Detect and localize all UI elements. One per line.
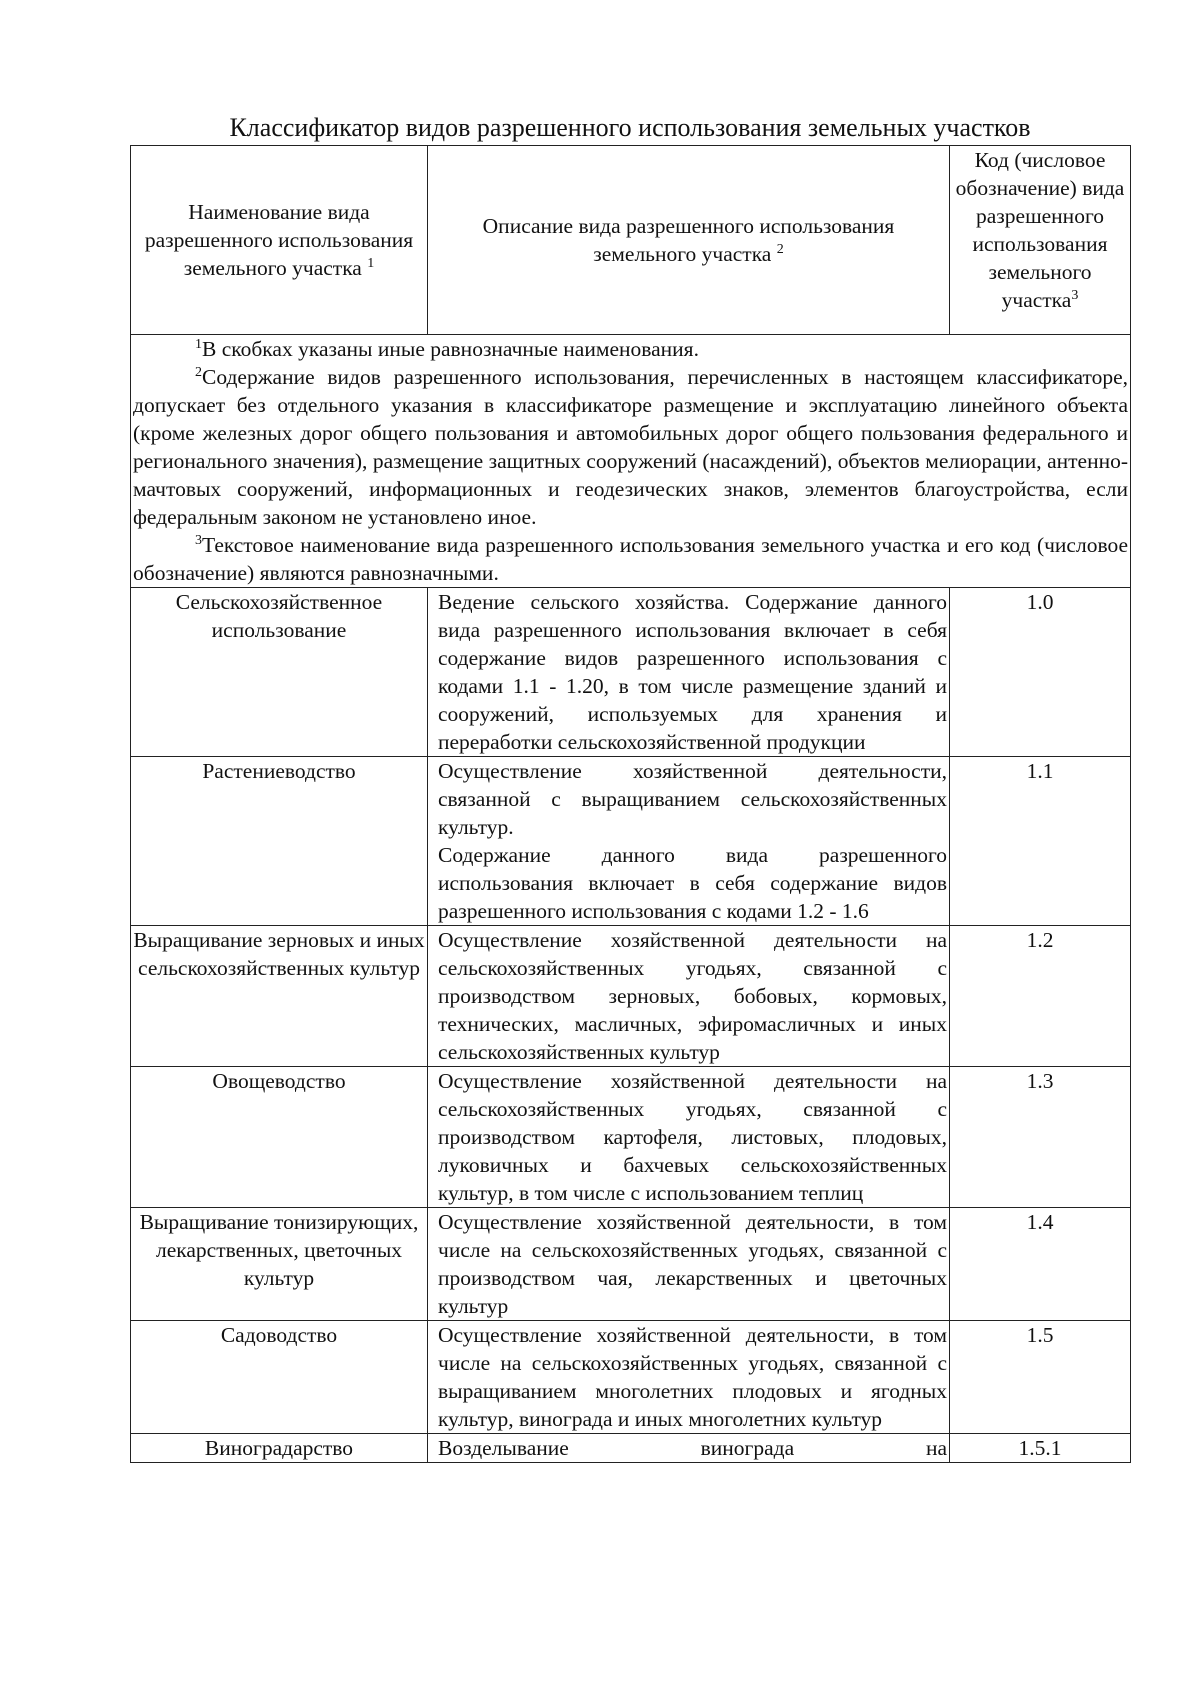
footnote-1-text: В скобках указаны иные равнозначные наименования.	[202, 337, 699, 361]
row-code: 1.5	[1026, 1323, 1054, 1347]
row-description-cell	[428, 1321, 950, 1434]
row-code-cell	[950, 588, 1131, 757]
header-name-footnote-mark: 1	[367, 255, 375, 271]
classifier-table	[130, 145, 1131, 1463]
row-description-cell	[428, 1067, 950, 1208]
row-description-cell	[428, 588, 950, 757]
table-row	[131, 1321, 1131, 1434]
footnotes-row	[131, 335, 1131, 588]
row-code: 1.5.1	[1018, 1436, 1062, 1460]
row-code: 1.2	[1026, 928, 1054, 952]
table-row	[131, 588, 1131, 757]
row-name-cell	[131, 926, 428, 1067]
row-description: Осуществление хозяйственной деятельности на сельскохозяйственных угодьях, связанной с производством зерновых, бобовых, кормовых, технических, масличных, эфиромасличных и иных сельскохозяйственных культур	[438, 928, 947, 1064]
row-code: 1.3	[1026, 1069, 1054, 1093]
header-description-text: Описание вида разрешенного использования земельного участка	[482, 214, 895, 266]
document-title: Классификатор видов разрешенного использования земельных участков	[229, 113, 1031, 142]
row-code: 1.4	[1026, 1210, 1054, 1234]
table-row	[131, 757, 1131, 926]
row-name-cell	[131, 588, 428, 757]
row-name: Овощеводство	[212, 1069, 346, 1093]
row-name: Виноградарство	[204, 1436, 354, 1460]
header-code-footnote-mark: 3	[1071, 287, 1079, 303]
footnote-3-mark: 3	[195, 532, 202, 548]
row-name-cell	[131, 1434, 428, 1463]
footnote-2-text: Содержание видов разрешенного использования, перечисленных в настоящем классификаторе, допускает без отдельного указания в классификаторе размещение и эксплуатацию линейного объекта (кроме железных дорог общего пользования и автомобильных дорог общего пользования федерального и регионального значения), размещение защитных сооружений (насаждений), объектов мелиорации, антенно-мачтовых сооружений, информационных и геодезических знаков, элементов благоустройства, если федеральным законом не установлено иное.	[133, 365, 1128, 529]
table-row	[131, 926, 1131, 1067]
footnote-1-mark: 1	[195, 336, 202, 352]
row-name: Растениеводство	[202, 759, 356, 783]
footnote-1	[133, 335, 1128, 363]
row-name: Сельскохозяйственное использование	[175, 590, 383, 642]
header-description-footnote-mark: 2	[776, 241, 784, 257]
row-description-continued: Содержание данного вида разрешенного использования включает в себя содержание видов разрешенного использования с кодами 1.2 - 1.6	[438, 843, 947, 923]
row-code-cell	[950, 926, 1131, 1067]
row-code: 1.0	[1026, 590, 1054, 614]
row-name-cell	[131, 1208, 428, 1321]
table-row	[131, 1067, 1131, 1208]
row-code-cell	[950, 1067, 1131, 1208]
table-row	[131, 1208, 1131, 1321]
row-name-cell	[131, 1067, 428, 1208]
row-code-cell	[950, 1434, 1131, 1463]
row-description: Возделывание винограда на	[438, 1436, 947, 1460]
row-name-cell	[131, 757, 428, 926]
row-code: 1.1	[1026, 759, 1054, 783]
row-description: Осуществление хозяйственной деятельности, в том числе на сельскохозяйственных угодьях, связанной с производством чая, лекарственных и цветочных культур	[438, 1210, 947, 1318]
footnote-2	[133, 363, 1128, 531]
row-name: Садоводство	[220, 1323, 338, 1347]
row-description-cell	[428, 757, 950, 926]
footnote-3	[133, 531, 1128, 587]
header-description-cell	[428, 146, 950, 335]
table-header-row	[131, 146, 1131, 335]
row-description: Ведение сельского хозяйства. Содержание данного вида разрешенного использования включает в себя содержание видов разрешенного использования с кодами 1.1 - 1.20, в том числе размещение зданий и сооружений, используемых для хранения и переработки сельскохозяйственной продукции	[438, 590, 947, 754]
header-name-text: Наименование вида разрешенного использования земельного участка	[144, 200, 414, 280]
row-code-cell	[950, 1321, 1131, 1434]
footnote-3-text: Текстовое наименование вида разрешенного использования земельного участка и его код (числовое обозначение) являются равнозначными.	[133, 533, 1128, 585]
row-description: Осуществление хозяйственной деятельности, связанной с выращиванием сельскохозяйственных культур.	[438, 759, 947, 839]
header-code-text: Код (числовое обозначение) вида разрешенного использования земельного участка	[955, 148, 1125, 312]
footnote-2-mark: 2	[195, 364, 202, 380]
row-description-cell	[428, 1434, 950, 1463]
row-code-cell	[950, 1208, 1131, 1321]
row-description: Осуществление хозяйственной деятельности на сельскохозяйственных угодьях, связанной с производством картофеля, листовых, плодовых, луковичных и бахчевых сельскохозяйственных культур, в том числе с использованием теплиц	[438, 1069, 947, 1205]
row-code-cell	[950, 757, 1131, 926]
row-name: Выращивание зерновых и иных сельскохозяйственных культур	[133, 928, 425, 980]
footnotes-cell	[131, 335, 1131, 588]
row-description-cell	[428, 1208, 950, 1321]
row-description: Осуществление хозяйственной деятельности, в том числе на сельскохозяйственных угодьях, связанной с выращиванием многолетних плодовых и ягодных культур, винограда и иных многолетних культур	[438, 1323, 947, 1431]
header-name-cell	[131, 146, 428, 335]
row-name-cell	[131, 1321, 428, 1434]
header-code-cell	[950, 146, 1131, 335]
row-description-cell	[428, 926, 950, 1067]
table-row	[131, 1434, 1131, 1463]
row-name: Выращивание тонизирующих, лекарственных, цветочных культур	[139, 1210, 419, 1290]
